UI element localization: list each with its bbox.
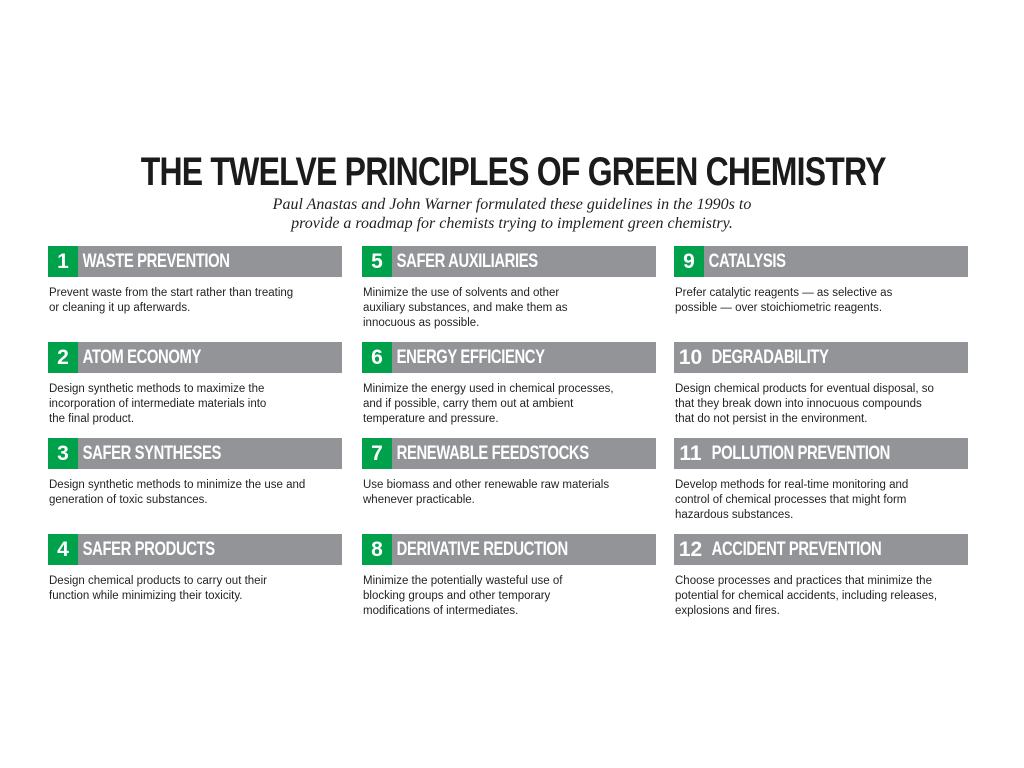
principle-number: 6 (362, 342, 392, 373)
principle-header (362, 342, 656, 373)
description-line: Minimize the energy used in chemical processes, (363, 383, 614, 395)
principle-description (48, 478, 342, 508)
principle-card (674, 438, 968, 523)
description-line: control of chemical processes that might form (675, 494, 907, 506)
principle-title: CATALYSIS (708, 250, 786, 272)
principle-description (48, 382, 342, 427)
principle-description (48, 286, 342, 316)
principle-header (48, 534, 342, 565)
description-line: explosions and fires. (675, 605, 780, 617)
description-line: auxiliary substances, and make them as (363, 302, 568, 314)
principle-card (362, 534, 656, 619)
description-line: hazardous substances. (675, 509, 794, 521)
principle-card (362, 438, 656, 508)
principle-title: DEGRADABILITY (711, 346, 829, 368)
principle-title: ENERGY EFFICIENCY (396, 346, 545, 368)
principle-description (362, 478, 656, 508)
principle-description (674, 478, 968, 523)
description-line: modifications of intermediates. (363, 605, 519, 617)
description-line: Design chemical products to carry out their (49, 575, 267, 587)
principle-number: 10 (674, 342, 707, 373)
principle-description (674, 382, 968, 427)
principle-header (48, 438, 342, 469)
principle-card (48, 246, 342, 316)
principle-number: 7 (362, 438, 392, 469)
principle-title: SAFER SYNTHESES (82, 442, 221, 464)
description-line: Use biomass and other renewable raw materials (363, 479, 610, 491)
subtitle-line: Paul Anastas and John Warner formulated these guidelines in the 1990s to (272, 196, 752, 213)
principle-number: 4 (48, 534, 78, 565)
principle-number: 5 (362, 246, 392, 277)
principle-description (362, 382, 656, 427)
principle-header (362, 246, 656, 277)
principle-card (362, 342, 656, 427)
description-line: Prefer catalytic reagents — as selective as (675, 287, 893, 299)
description-line: Develop methods for real-time monitoring and (675, 479, 909, 491)
principle-description (48, 574, 342, 604)
description-line: whenever practicable. (363, 494, 475, 506)
page-subtitle (0, 195, 1024, 233)
description-line: or cleaning it up afterwards. (49, 302, 191, 314)
principle-header (674, 534, 968, 565)
subtitle-line: provide a roadmap for chemists trying to implement green chemistry. (291, 215, 733, 232)
principle-title: RENEWABLE FEEDSTOCKS (396, 442, 589, 464)
principle-card (674, 246, 968, 316)
description-line: Design chemical products for eventual disposal, so (675, 383, 934, 395)
page-title: THE TWELVE PRINCIPLES OF GREEN CHEMISTRY (140, 150, 886, 194)
principle-title: SAFER AUXILIARIES (396, 250, 538, 272)
description-line: Design synthetic methods to maximize the (49, 383, 265, 395)
principle-description (674, 574, 968, 619)
principle-card (48, 438, 342, 508)
principle-header (674, 342, 968, 373)
principle-header (362, 534, 656, 565)
description-line: that they break down into innocuous compounds (675, 398, 922, 410)
description-line: temperature and pressure. (363, 413, 499, 425)
principle-title: ACCIDENT PREVENTION (711, 538, 882, 560)
description-line: that do not persist in the environment. (675, 413, 868, 425)
principle-number: 11 (674, 438, 707, 469)
principle-number: 3 (48, 438, 78, 469)
principle-header (674, 438, 968, 469)
description-line: innocuous as possible. (363, 317, 480, 329)
principle-description (362, 286, 656, 331)
principle-number: 1 (48, 246, 78, 277)
principle-card (674, 534, 968, 619)
description-line: Choose processes and practices that minimize the (675, 575, 932, 587)
principle-header (674, 246, 968, 277)
principle-description (674, 286, 968, 316)
description-line: possible — over stoichiometric reagents. (675, 302, 883, 314)
principle-title: DERIVATIVE REDUCTION (396, 538, 568, 560)
description-line: generation of toxic substances. (49, 494, 208, 506)
principle-number: 12 (674, 534, 707, 565)
principle-number: 8 (362, 534, 392, 565)
description-line: the final product. (49, 413, 135, 425)
description-line: potential for chemical accidents, including releases, (675, 590, 938, 602)
principle-header (48, 246, 342, 277)
principle-card (48, 534, 342, 604)
description-line: blocking groups and other temporary (363, 590, 551, 602)
principle-header (48, 342, 342, 373)
principle-number: 9 (674, 246, 704, 277)
description-line: and if possible, carry them out at ambient (363, 398, 574, 410)
principle-title: ATOM ECONOMY (82, 346, 201, 368)
principle-description (362, 574, 656, 619)
principle-number: 2 (48, 342, 78, 373)
principle-card (362, 246, 656, 331)
principle-title: SAFER PRODUCTS (82, 538, 215, 560)
description-line: Design synthetic methods to minimize the use and (49, 479, 306, 491)
description-line: Prevent waste from the start rather than treating (49, 287, 294, 299)
principle-card (48, 342, 342, 427)
principle-card (674, 342, 968, 427)
description-line: incorporation of intermediate materials into (49, 398, 267, 410)
description-line: Minimize the use of solvents and other (363, 287, 560, 299)
description-line: Minimize the potentially wasteful use of (363, 575, 563, 587)
principle-title: POLLUTION PREVENTION (711, 442, 890, 464)
description-line: function while minimizing their toxicity. (49, 590, 243, 602)
principle-title: WASTE PREVENTION (82, 250, 230, 272)
principle-header (362, 438, 656, 469)
